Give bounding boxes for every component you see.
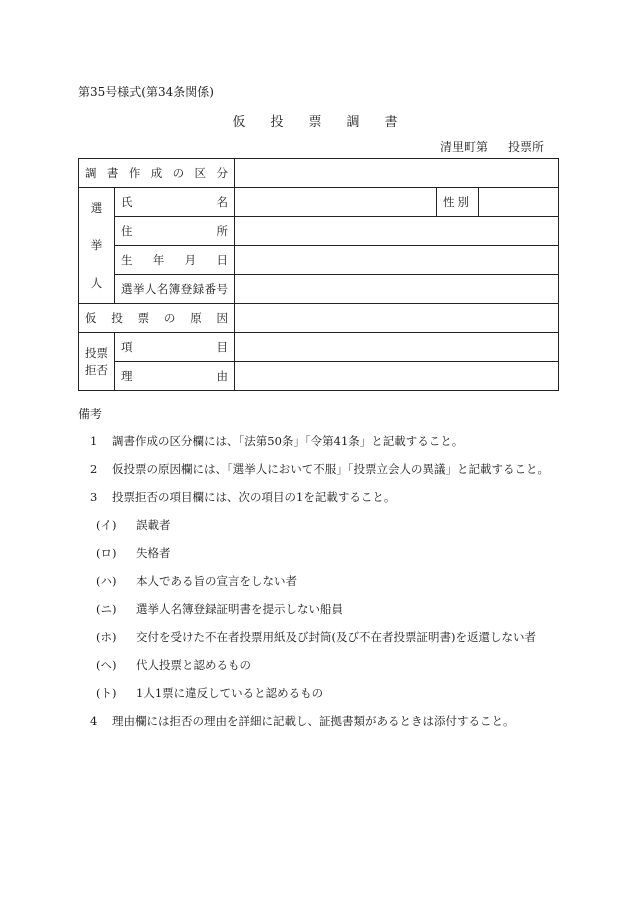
sub-item-text: 代人投票と認めるもの [136,658,251,672]
title-char: 票 [308,115,322,130]
sub-item [96,657,251,673]
item-label-cell [115,333,235,362]
record-table [78,158,559,391]
note-text: 理由欄には拒否の理由を詳細に記載し、証拠書類があるときは添付すること。 [112,714,515,728]
note-1 [90,433,463,449]
office-suffix: 投票所 [508,140,545,154]
register-label-cell [115,275,235,304]
address-label-cell [115,217,235,246]
note-2 [90,461,549,477]
title-char: 調 [346,115,360,130]
voter-group-char: 選 [90,201,103,216]
address-value-cell[interactable] [235,217,559,246]
name-label-cell [115,188,235,217]
voter-group-char: 人 [90,275,103,290]
sub-item-mark: (ロ) [96,546,117,560]
voter-group-char: 挙 [90,238,103,253]
reason-label: 仮 投 票 の 原 因 [85,311,228,325]
cause-value-cell[interactable] [235,362,559,391]
note-number: 2 [90,462,98,476]
refusal-group-cell [79,333,115,391]
refusal-group-line2: 拒否 [85,362,108,377]
sex-label: 性別 [437,188,479,217]
item-label: 項 目 [121,340,228,354]
birth-label-cell [115,246,235,275]
name-label: 氏 名 [121,195,228,209]
title-char: 仮 [232,115,246,130]
sub-item-mark: (ヘ) [96,658,117,672]
sub-item-text: 誤載者 [136,518,171,532]
form-number: 第35号様式(第34条関係) [78,85,214,99]
sub-item-text: 本人である旨の宣言をしない者 [136,574,297,588]
office-prefix: 清里町第 [440,140,489,154]
sub-item-mark: (ハ) [96,574,117,588]
category-label: 調 書 作 成 の 区 分 [85,166,228,180]
sub-item-mark: (ニ) [96,602,117,616]
sub-item [96,629,536,645]
note-3 [90,489,395,505]
note-number: 1 [90,434,98,448]
address-label: 住 所 [121,224,228,238]
voter-group-cell [79,188,115,304]
sub-item-text: 選挙人名簿登録証明書を提示しない船員 [136,602,343,616]
reason-value-cell[interactable] [235,304,559,333]
register-value-cell[interactable] [235,275,559,304]
birth-value-cell[interactable] [235,246,559,275]
sub-item-text: 1人1票に違反していると認めるもの [136,686,324,700]
category-label-cell [79,159,235,188]
note-number: 3 [90,490,98,504]
refusal-group-line1: 投票 [85,345,108,360]
polling-station-line [440,138,544,155]
item-value-cell[interactable] [235,333,559,362]
reason-label-cell [79,304,235,333]
birth-label: 生 年 月 日 [121,253,228,267]
cause-label-cell [115,362,235,391]
category-value-cell[interactable] [235,159,559,188]
sub-item [96,573,297,589]
name-value-cell[interactable] [235,188,437,217]
remarks-title: 備考 [78,407,103,421]
sub-item-text: 交付を受けた不在者投票用紙及び封筒(及び不在者投票証明書)を返還しない者 [136,630,536,644]
sub-item-mark: (ト) [96,686,117,700]
sub-item [96,517,171,533]
sub-item-text: 失格者 [136,546,171,560]
cause-label: 理 由 [121,369,228,383]
register-label: 選 挙 人 名 簿 登 録 番 号 [121,282,228,296]
note-number: 4 [90,714,98,728]
note-4 [90,713,515,729]
title-char: 書 [384,115,398,130]
sub-item [96,601,343,617]
note-text: 調書作成の区分欄には、「法第50条」「令第41条」と記載すること。 [112,434,464,448]
title-char: 投 [270,115,284,130]
sub-item [96,545,171,561]
sub-item [96,685,323,701]
document-title [0,111,630,130]
note-text: 仮投票の原因欄には、「選挙人において不服」「投票立会人の異議」と記載すること。 [112,462,549,476]
sub-item-mark: (イ) [96,518,117,532]
note-text: 投票拒否の項目欄には、次の項目の1を記載すること。 [112,490,396,504]
sub-item-mark: (ホ) [96,630,117,644]
sex-value-cell[interactable] [479,188,559,217]
